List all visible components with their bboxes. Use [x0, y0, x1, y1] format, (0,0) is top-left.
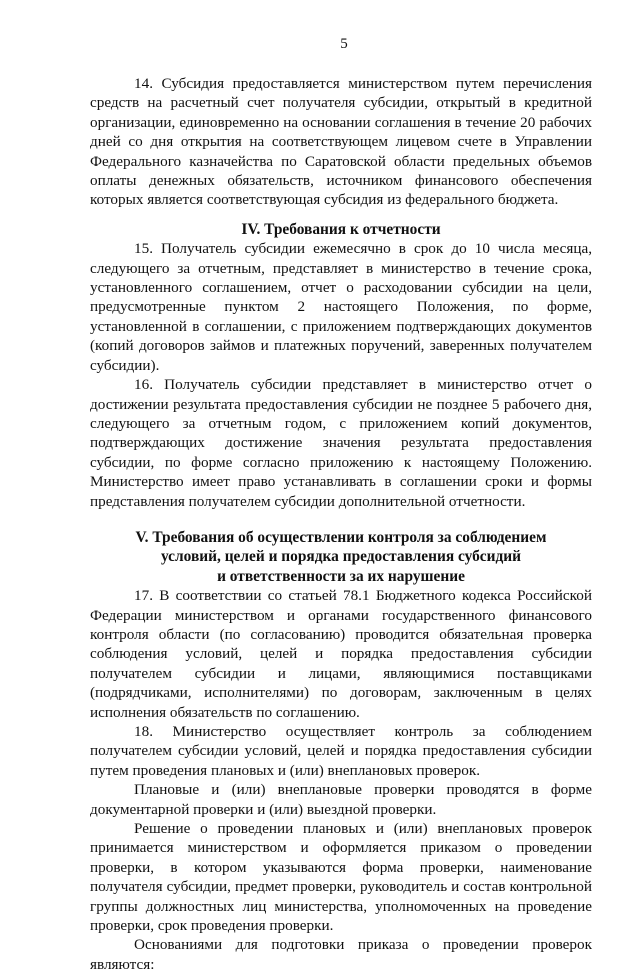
paragraph-15: 15. Получатель субсидии ежемесячно в срок до 10 числа месяца, следующего за отчетным, представляет в министерство в течение срока, установленного соглашением, отчет о расходовании субсидии на цели, предусмотренные пунктом 2 настоящего Положения, по форме, установленной в соглашении, с приложением подтверждающих документов (копий договоров займов и платежных поручений, заверенных получателем субсидии).	[90, 240, 592, 374]
paragraph-inspection-decision: Решение о проведении плановых и (или) внеплановых проверок принимается министерством и оформляется приказом о проведении проверки, в котором указываются форма проверки, наименование получателя субсидии, предмет проверки, руководитель и состав контрольной группы должностных лиц министерства, уполномоченных на проведение проверки, срок проведения проверки.	[90, 820, 592, 935]
paragraph-inspection-forms: Плановые и (или) внеплановые проверки проводятся в форме документарной проверки и (или) выездной проверки.	[90, 781, 592, 818]
section-5-heading-line-3: и ответственности за их нарушение	[217, 567, 465, 585]
paragraph-18: 18. Министерство осуществляет контроль за соблюдением получателем субсидии условий, целей и порядка предоставления субсидии путем проведения плановых и (или) внеплановых проверок.	[90, 723, 592, 779]
paragraph-16: 16. Получатель субсидии представляет в министерство отчет о достижении результата предоставления субсидии не позднее 5 рабочего дня, следующего за отчетным годом, с приложением копий документов, подтверждающих достижение значения результата предоставления субсидии, по форме согласно приложению к настоящему Положению. Министерство имеет право устанавливать в соглашении сроки и формы представления получателем субсидии дополнительной отчетности.	[90, 376, 592, 510]
section-5-heading-line-1: V. Требования об осуществлении контроля за соблюдением	[135, 528, 547, 546]
paragraph-inspection-grounds: Основаниями для подготовки приказа о проведении проверок являются:	[90, 936, 592, 973]
section-5-heading	[90, 528, 592, 586]
section-4-heading: IV. Требования к отчетности	[241, 220, 441, 238]
paragraph-17: 17. В соответствии со статьей 78.1 Бюджетного кодекса Российской Федерации министерством и органами государственного финансового контроля области (по согласованию) проводится обязательная проверка соблюдения условий, целей и порядка предоставления субсидии получателем субсидии и лицами, являющимися поставщиками (подрядчиками, исполнителями) по договорам, заключенным в целях исполнения обязательств по соглашению.	[90, 587, 592, 721]
section-5-heading-line-2: условий, целей и порядка предоставления субсидий	[160, 548, 522, 566]
page-number: 5	[340, 36, 348, 52]
paragraph-14: 14. Субсидия предоставляется министерством путем перечисления средств на расчетный счет получателя субсидии, открытый в кредитной организации, единовременно на основании соглашения в течение 20 рабочих дней со дня открытия на соответствующем лицевом счете в Управлении Федерального казначейства по Саратовской области предельных объемов оплаты денежных обязательств, источником финансового обеспечения которых является соответствующая субсидия из федерального бюджета.	[90, 75, 592, 209]
